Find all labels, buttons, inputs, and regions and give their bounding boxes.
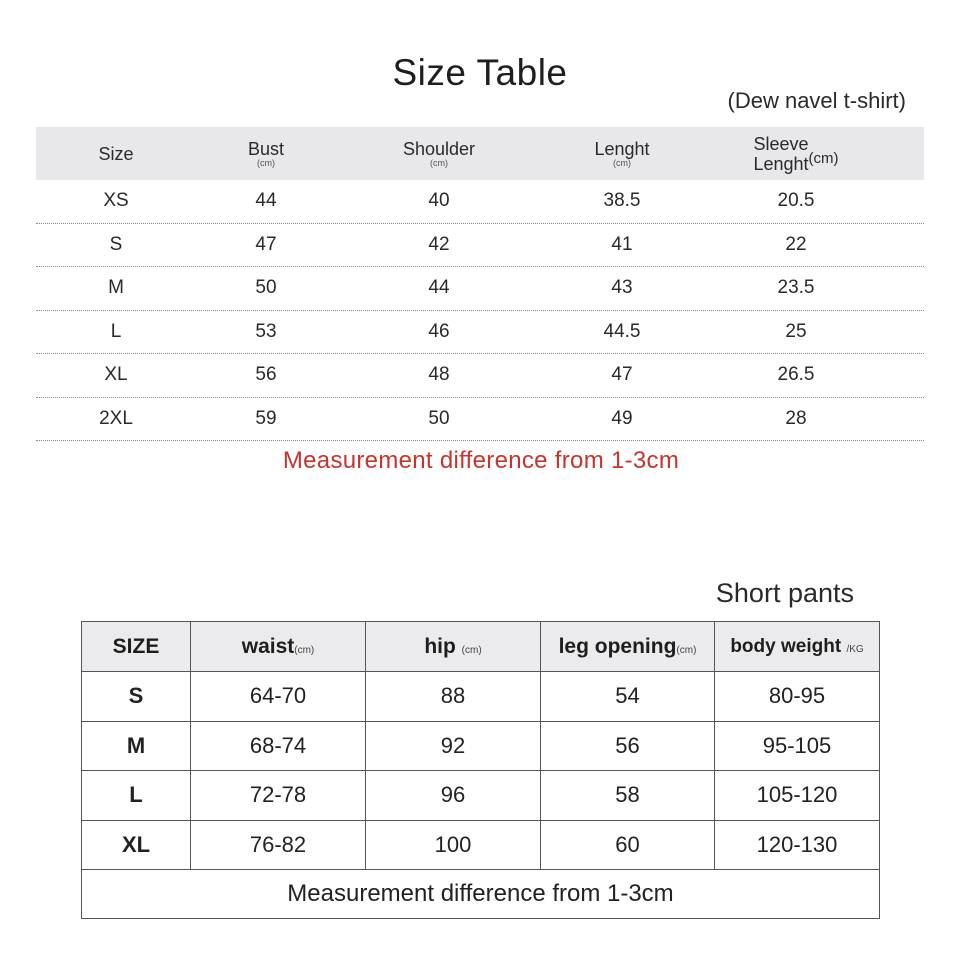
header-shoulder-label: Shoulder: [402, 138, 476, 159]
cell-shoulder: 40: [428, 190, 450, 212]
cell-size: M: [108, 277, 124, 299]
cell-hip: 88: [366, 672, 541, 722]
cell-size: S: [82, 672, 191, 722]
cell-length: 49: [611, 407, 633, 429]
cell-size: L: [110, 320, 122, 342]
cell-size: M: [82, 721, 191, 771]
header-leg-unit: (cm): [676, 644, 697, 656]
cell-shoulder: 44: [428, 277, 450, 299]
cell-sleeve: 28: [785, 407, 807, 429]
cell-length: 44.5: [603, 320, 641, 342]
cell-hip: 92: [366, 721, 541, 771]
header-leg-opening: [541, 622, 715, 672]
header-waist-label: waist: [241, 634, 295, 658]
product-subtitle: (Dew navel t-shirt): [727, 88, 906, 113]
cell-sleeve: 23.5: [777, 277, 815, 299]
header-weight-unit: /KG: [846, 643, 864, 655]
cell-leg-opening: 56: [541, 721, 715, 771]
header-hip-unit: (cm): [461, 644, 482, 656]
table-row: [36, 398, 924, 442]
table-row: [36, 180, 924, 224]
header-sleeve-length: [702, 134, 890, 174]
cell-hip: 100: [366, 820, 541, 870]
header-leg-label: leg opening: [558, 634, 677, 658]
header-size-label: SIZE: [112, 634, 160, 658]
cell-hip: 96: [366, 771, 541, 821]
cell-bust: 47: [255, 233, 277, 255]
cell-leg-opening: 58: [541, 771, 715, 821]
table-row: [36, 311, 924, 355]
cell-bust: 50: [255, 277, 277, 299]
table-row: [82, 672, 880, 722]
cell-shoulder: 46: [428, 320, 450, 342]
shirt-size-table: [36, 127, 924, 441]
cell-size: XL: [82, 820, 191, 870]
header-bust-label: Bust: [247, 138, 285, 159]
table-row: [36, 354, 924, 398]
cell-waist: 72-78: [191, 771, 366, 821]
cell-shoulder: 48: [428, 364, 450, 386]
cell-bust: 53: [255, 320, 277, 342]
header-sleeve-label: [753, 134, 808, 174]
shirt-measurement-note: Measurement difference from 1-3cm: [282, 447, 680, 474]
header-sleeve-line1: Sleeve: [753, 133, 809, 154]
pants-measurement-note: Measurement difference from 1-3cm: [82, 870, 880, 919]
header-size-label: Size: [98, 143, 134, 164]
cell-bust: 59: [255, 407, 277, 429]
pants-table-title: Short pants: [715, 578, 854, 608]
header-size: [36, 145, 196, 163]
cell-size: 2XL: [99, 407, 133, 429]
header-shoulder: [336, 140, 542, 168]
table-row: [82, 820, 880, 870]
cell-size: XS: [103, 190, 129, 212]
table-row: [36, 267, 924, 311]
header-weight-label: body weight: [730, 635, 842, 657]
pants-table-header: [82, 622, 880, 672]
cell-length: 47: [611, 364, 633, 386]
header-size: [82, 622, 191, 672]
cell-sleeve: 25: [785, 320, 807, 342]
header-shoulder-unit: (cm): [430, 157, 448, 168]
pants-size-table: [81, 621, 880, 919]
header-body-weight: [715, 622, 880, 672]
table-row: [82, 771, 880, 821]
cell-leg-opening: 60: [541, 820, 715, 870]
cell-body-weight: 120-130: [715, 820, 880, 870]
header-length: [542, 140, 702, 168]
pants-note-row: [82, 870, 880, 919]
cell-sleeve: 20.5: [777, 190, 815, 212]
header-sleeve-line2: Lenght: [753, 153, 809, 174]
cell-waist: 68-74: [191, 721, 366, 771]
cell-body-weight: 105-120: [715, 771, 880, 821]
header-bust: [196, 140, 336, 168]
cell-body-weight: 95-105: [715, 721, 880, 771]
header-waist-unit: (cm): [294, 644, 315, 656]
cell-shoulder: 50: [428, 407, 450, 429]
cell-body-weight: 80-95: [715, 672, 880, 722]
header-waist: [191, 622, 366, 672]
cell-sleeve: 22: [785, 233, 807, 255]
header-hip: [366, 622, 541, 672]
cell-shoulder: 42: [428, 233, 450, 255]
cell-waist: 76-82: [191, 820, 366, 870]
cell-size: XL: [104, 364, 128, 386]
cell-sleeve: 26.5: [777, 364, 815, 386]
table-row: [82, 721, 880, 771]
cell-size: L: [82, 771, 191, 821]
page-title: Size Table: [392, 52, 568, 93]
cell-bust: 56: [255, 364, 277, 386]
cell-bust: 44: [255, 190, 277, 212]
cell-waist: 64-70: [191, 672, 366, 722]
header-length-label: Lenght: [594, 138, 650, 159]
header-sleeve-unit: (cm): [808, 149, 839, 167]
cell-length: 41: [611, 233, 633, 255]
cell-size: S: [109, 233, 123, 255]
header-hip-label: hip: [424, 634, 456, 658]
shirt-table-header: [36, 127, 924, 180]
cell-leg-opening: 54: [541, 672, 715, 722]
header-bust-unit: (cm): [257, 157, 275, 168]
cell-length: 43: [611, 277, 633, 299]
cell-length: 38.5: [603, 190, 641, 212]
header-length-unit: (cm): [613, 157, 631, 168]
table-row: [36, 224, 924, 268]
